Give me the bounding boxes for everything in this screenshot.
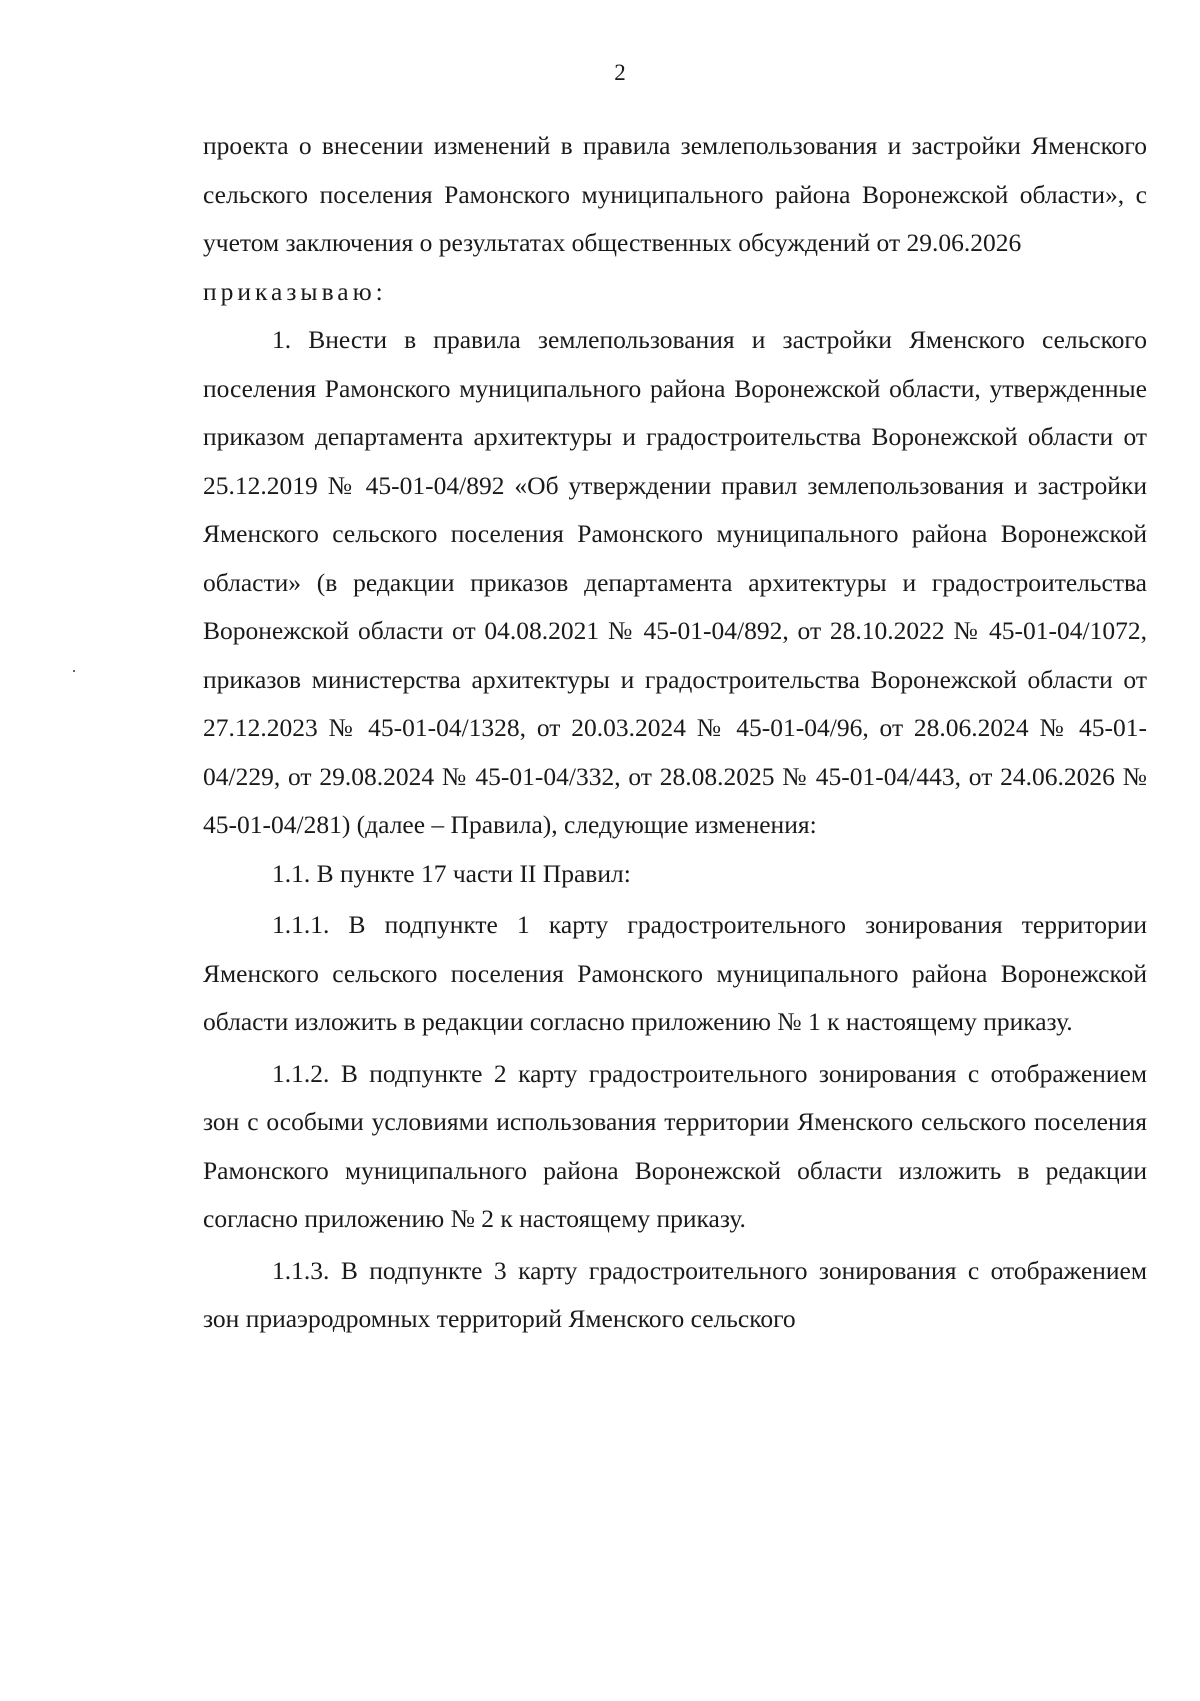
paragraph-item-1-1-3: 1.1.3. В подпункте 3 карту градостроительного зонирования с отображением зон приаэродромных территорий Яменского сельского	[203, 1255, 1147, 1333]
page-number: 2	[614, 60, 626, 85]
paragraph-order-word: приказываю:	[203, 276, 387, 306]
scan-speck	[73, 670, 75, 672]
document-body	[203, 122, 1147, 1344]
paragraph-item-1-1-2: 1.1.2. В подпункте 2 карту градостроительного зонирования с отображением зон с особыми условиями использования территории Яменского сельского поселения Рамонского муниципального района Воронежской области изложить в редакции согласно приложению № 2 к настоящему приказу.	[203, 1058, 1147, 1233]
paragraph-preamble-continuation: проекта о внесении изменений в правила землепользования и застройки Яменского сельского поселения Рамонского муниципального района Воронежской области», с учетом заключения о результатах общественных обсуждений от 29.06.2026	[203, 131, 1147, 257]
paragraph-item-1-1: 1.1. В пункте 17 части II Правил:	[272, 858, 631, 888]
paragraph-item-1: 1. Внести в правила землепользования и застройки Яменского сельского поселения Рамонского муниципального района Воронежской области, утвержденные приказом департамента архитектуры и градостроительства Воронежской области от 25.12.2019 № 45-01-04/892 «Об утверждении правил землепользования и застройки Яменского сельского поселения Рамонского муниципального района Воронежской области» (в редакции приказов департамента архитектуры и градостроительства Воронежской области от 04.08.2021 № 45-01-04/892, от 28.10.2022 № 45-01-04/1072, приказов министерства архитектуры и градостроительства Воронежской области от 27.12.2023 № 45-01-04/1328, от 20.03.2024 № 45-01-04/96, от 28.06.2024 № 45-01-04/229, от 29.08.2024 № 45-01-04/332, от 28.08.2025 № 45-01-04/443, от 24.06.2026 № 45-01-04/281) (далее – Правила), следующие изменения:	[203, 325, 1147, 839]
paragraph-item-1-1-1: 1.1.1. В подпункте 1 карту градостроительного зонирования территории Яменского сельского поселения Рамонского муниципального района Воронежской области изложить в редакции согласно приложению № 1 к настоящему приказу.	[203, 910, 1147, 1036]
